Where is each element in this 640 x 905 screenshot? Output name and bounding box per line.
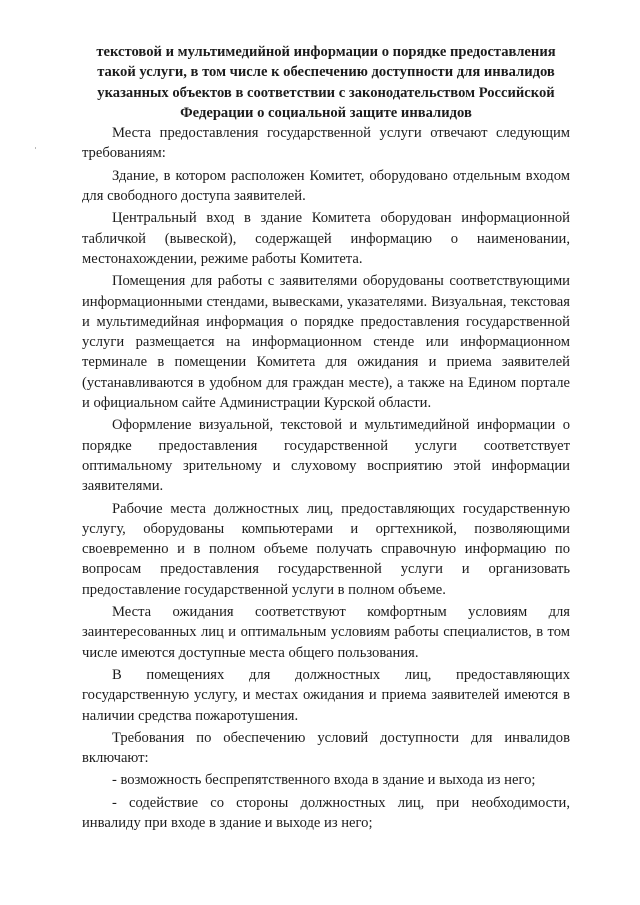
section-heading-line-1: текстовой и мультимедийной информации о порядке предоставления: [96, 44, 556, 60]
paragraph-waiting-areas: Места ожидания соответствуют комфортным условиям для заинтересованных лиц и оптимальным условиям работы специалистов, в том числе имеются доступные места общего пользования.: [82, 604, 570, 661]
paragraph-accessibility-intro: Требования по обеспечению условий доступности для инвалидов включают:: [82, 729, 570, 767]
paragraph-workplaces: Рабочие места должностных лиц, предоставляющих государственную услугу, оборудованы компьютерами и оргтехникой, позволяющими своевременно и в полном объеме получать справочную информацию по вопросам предоставления государственной услуги и организовать предоставление государственной услуги в полном объеме.: [82, 500, 570, 598]
paragraph-fire-safety: В помещениях для должностных лиц, предоставляющих государственную услугу, и местах ожидания и приема заявителей имеются в наличии средства пожаротушения.: [82, 666, 570, 724]
document-body: [82, 42, 570, 833]
section-heading-line-4: Федерации о социальной защите инвалидов: [180, 104, 472, 121]
paragraph-information-stands: Помещения для работы с заявителями оборудованы соответствующими информационными стендами, вывесками, указателями. Визуальная, текстовая и мультимедийная информация о порядке предоставления государственной услуги размещается на информационном стенде или информационном терминале в помещении Комитета для ожидания и приема заявителей (устанавливаются в удобном для граждан месте), а также на Едином портале и официальном сайте Администрации Курской области.: [82, 273, 570, 412]
section-heading-line-3: указанных объектов в соответствии с законодательством Российской: [97, 84, 555, 101]
paragraph-central-entrance-sign: Центральный вход в здание Комитета оборудован информационной табличкой (вывеской), содержащей информацию о наименовании, местонахождении, режиме работы Комитета.: [82, 210, 570, 267]
margin-mark: [35, 147, 36, 149]
paragraph-information-design: Оформление визуальной, текстовой и мультимедийной информации о порядке предоставления государственной услуги соответствует оптимальному зрительному и слуховому восприятию этой информации заявителями.: [82, 417, 570, 495]
section-heading-line-2: такой услуги, в том числе к обеспечению доступности для инвалидов: [97, 64, 555, 81]
list-item-staff-assistance: - содействие со стороны должностных лиц, при необходимости, инвалиду при входе в здание и выходе из него;: [82, 794, 570, 831]
paragraph-requirements-intro: Места предоставления государственной услуги отвечают следующим требованиям:: [82, 125, 570, 162]
list-item-unobstructed-entry: - возможность беспрепятственного входа в здание и выхода из него;: [112, 772, 536, 789]
paragraph-building-entrance: Здание, в котором расположен Комитет, оборудовано отдельным входом для свободного доступа заявителей.: [82, 167, 570, 205]
